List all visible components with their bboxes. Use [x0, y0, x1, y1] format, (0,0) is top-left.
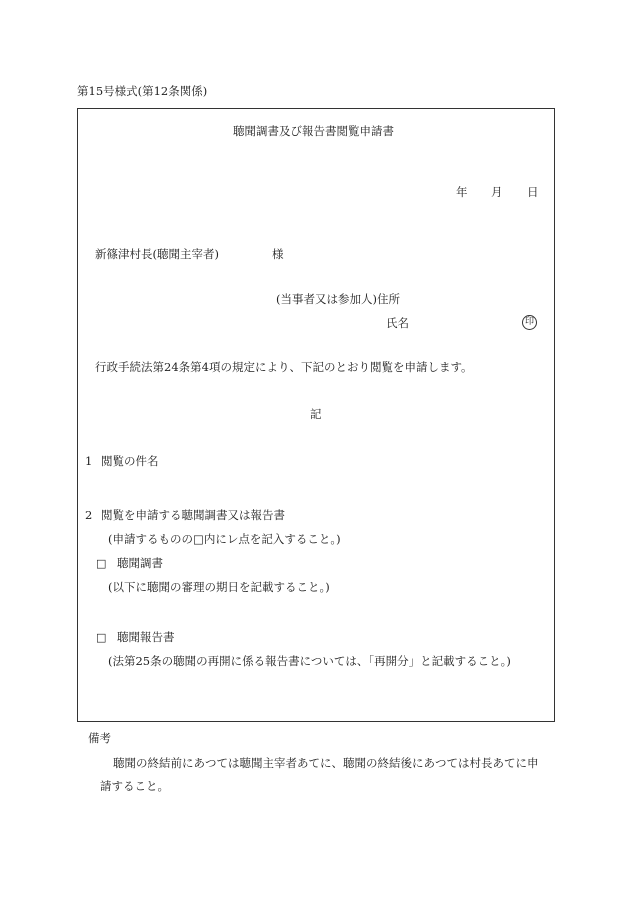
applicant-name-label: 氏名 — [386, 316, 409, 330]
option-report-label: 聴聞報告書 — [117, 630, 175, 644]
date-year: 年 — [456, 185, 468, 199]
checkbox-choshu[interactable]: □ — [96, 557, 107, 570]
option-choshu-note: (以下に聴聞の審理の期日を記載すること。) — [108, 580, 330, 594]
form-title: 聴聞調書及び報告書閲覧申請書 — [233, 124, 394, 138]
form-number: 第15号様式(第12条関係) — [77, 84, 208, 98]
ki-heading: 記 — [310, 407, 322, 421]
item2-label: 閲覧を申請する聴聞調書又は報告書 — [101, 508, 285, 522]
item2-instruction: (申請するものの□内にレ点を記入すること。) — [108, 532, 341, 546]
item1-number: 1 — [85, 454, 93, 468]
remarks-heading: 備考 — [88, 731, 111, 745]
seal-mark: 印 — [522, 315, 537, 330]
date-month: 月 — [491, 185, 503, 199]
applicant-address-label: (当事者又は参加人)住所 — [276, 292, 400, 306]
date-day: 日 — [527, 185, 539, 199]
item1-label: 閲覧の件名 — [101, 454, 159, 468]
option-report-note: (法第25条の聴聞の再開に係る報告書については、「再開分」と記載すること。) — [108, 654, 511, 668]
checkbox-report[interactable]: □ — [96, 631, 107, 644]
addressee-honorific: 様 — [272, 247, 284, 261]
option-choshu-label: 聴聞調書 — [117, 556, 163, 570]
remarks-line2: 請すること。 — [100, 779, 169, 793]
remarks-line1: 聴聞の終結前にあつては聴聞主宰者あてに、聴聞の終結後にあつては村長あてに申 — [113, 756, 539, 770]
statement-text: 行政手続法第24条第4項の規定により、下記のとおり閲覧を申請します。 — [95, 360, 473, 374]
addressee-name: 新篠津村長(聴聞主宰者) — [95, 247, 219, 261]
item2-number: 2 — [85, 508, 93, 522]
